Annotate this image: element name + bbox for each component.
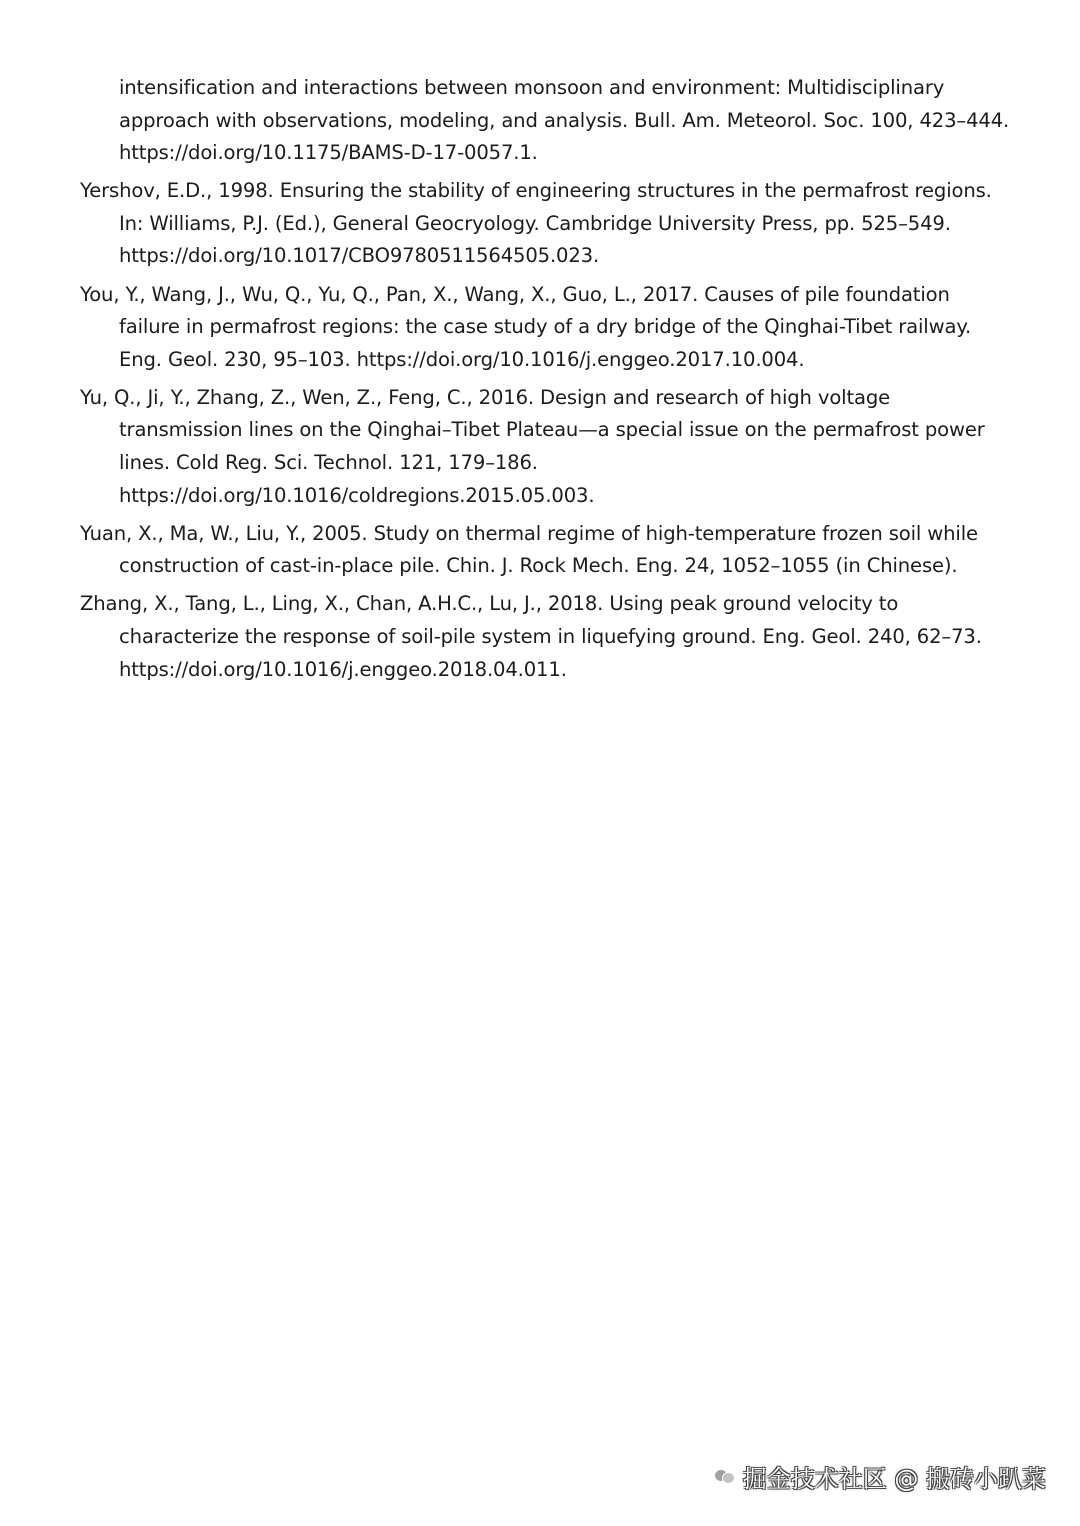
watermark-text: 掘金技术社区 @ 搬砖小趴菜 xyxy=(742,1464,1046,1493)
reference-entry: Yershov, E.D., 1998. Ensuring the stability of engineering structures in the permafrost regions. In: Williams, P.J. (Ed.), General Geocryology. Cambridge University Press, pp. 525–549. https://doi.org/10.1017/CBO9780511564505.023. xyxy=(80,179,992,268)
reference-entry: You, Y., Wang, J., Wu, Q., Yu, Q., Pan, X., Wang, X., Guo, L., 2017. Causes of pile foundation failure in permafrost regions: the case study of a dry bridge of the Qinghai-Tibet railway. Eng. Geol. 230, 95–103. https://doi.org/10.1016/j.enggeo.2017.10.004. xyxy=(80,282,972,371)
chat-bubbles-icon xyxy=(715,1469,735,1483)
reference-entry: Yu, Q., Ji, Y., Zhang, Z., Wen, Z., Feng, C., 2016. Design and research of high voltage transmission lines on the Qinghai–Tibet Plateau—a special issue on the permafrost power lines. Cold Reg. Sci. Technol. 121, 179–186. https://doi.org/10.1016/coldregions.2015.05.003. xyxy=(80,385,985,507)
watermark xyxy=(715,1456,1046,1496)
reference-entry: Zhang, X., Tang, L., Ling, X., Chan, A.H.C., Lu, J., 2018. Using peak ground velocity to characterize the response of soil-pile system in liquefying ground. Eng. Geol. 240, 62–73. https://doi.org/10.1016/j.enggeo.2018.04.011. xyxy=(80,592,982,681)
reference-entry: intensification and interactions between monsoon and environment: Multidisciplinary approach with observations, modeling, and analysis. Bull. Am. Meteorol. Soc. 100, 423–444. https://doi.org/10.1175/BAMS-D-17-0057.1. xyxy=(119,76,1010,165)
reference-list xyxy=(80,72,1010,692)
reference-entry: Yuan, X., Ma, W., Liu, Y., 2005. Study on thermal regime of high-temperature frozen soil while construction of cast-in-place pile. Chin. J. Rock Mech. Eng. 24, 1052–1055 (in Chinese). xyxy=(80,521,978,578)
